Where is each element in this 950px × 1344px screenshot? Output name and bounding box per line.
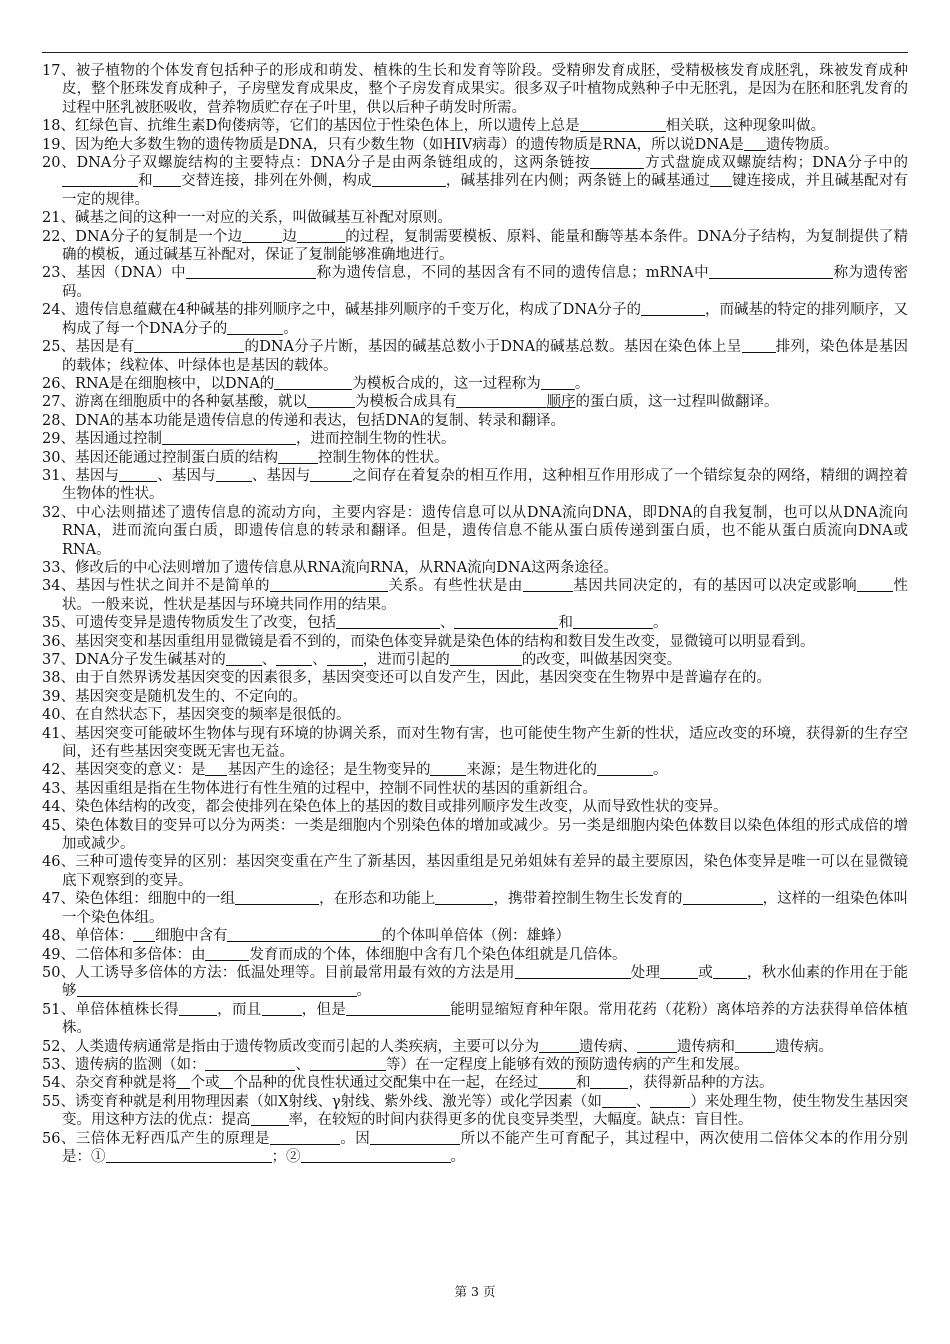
answer-blank[interactable] (597, 761, 653, 776)
question-52: 52、人类遗传病通常是指由于遗传物质改变而引起的人类疾病，主要可以分为 遗传病、 遗传病和 遗传病。 (42, 1038, 833, 1055)
answer-blank[interactable] (235, 890, 319, 905)
answer-blank[interactable] (251, 1111, 289, 1126)
answer-blank[interactable] (590, 154, 644, 169)
answer-blank[interactable] (454, 614, 558, 629)
answer-blank[interactable] (176, 1074, 190, 1089)
question-29: 29、基因通过控制 ，进而控制生物的性状。 (42, 431, 456, 448)
answer-blank[interactable] (650, 1093, 690, 1108)
answer-blank[interactable] (602, 1093, 636, 1108)
question-36: 36、基因突变和基因重组用显微镜是看不到的，而染色体变异就是染色体的结构和数目发生改变，显微镜可以明显看到。 (42, 633, 815, 650)
question-55: 55、诱变育种就是利用物理因素（如X射线、γ射线、紫外线、激光等）或化学因素（如 、 ）来处理生物，使生物发生基因突变。用这种方法的优点：提高 率，在较短的时间内获得更多的优良变异类型，大幅度。缺点：盲目性。 (42, 1093, 909, 1129)
answer-blank[interactable] (62, 172, 138, 187)
answer-blank[interactable] (641, 301, 705, 316)
answer-blank[interactable] (153, 172, 181, 187)
answer-blank[interactable] (310, 1056, 386, 1071)
question-21: 21、碱基之间的这种一一对应的关系，叫做碱基互补配对原则。 (42, 210, 452, 227)
answer-blank[interactable] (709, 264, 833, 279)
question-51: 51、单倍体植株长得 ，而且 ，但是 能明显缩短育种年限。常用花药（花粉）离体培养的方法获得单倍体植株。 (42, 1001, 909, 1037)
answer-blank[interactable] (219, 1074, 233, 1089)
answer-blank[interactable] (637, 1038, 677, 1053)
answer-blank[interactable] (370, 1130, 460, 1145)
answer-blank[interactable] (276, 651, 312, 666)
question-37: 37、DNA分子发生碱基对的 、 、 ，进而引起的 的改变，叫做基因突变。 (42, 652, 682, 668)
answer-blank[interactable] (456, 393, 546, 408)
answer-blank[interactable] (660, 964, 698, 979)
answer-blank[interactable] (242, 228, 282, 243)
answer-blank[interactable] (683, 890, 763, 905)
page-number: 第 3 页 (454, 1284, 496, 1299)
question-40: 40、在自然状态下，基因突变的频率是很低的。 (42, 707, 351, 724)
question-54: 54、杂交育种就是将 个或 个品种的优良性状通过交配集中在一起，在经过 和 ，获得新品种的方法。 (42, 1075, 774, 1092)
answer-blank[interactable] (310, 467, 352, 482)
question-20: 20、DNA分子双螺旋结构的主要特点：DNA分子是由两条链组成的，这两条链按 方式盘旋成双螺旋结构；DNA分子中的和 交替连接，排列在外侧，构成 ，碱基排列在内侧；两条链上的碱基通过 键连接成，并且碱基配对有一定的规律。 (42, 155, 909, 208)
question-48: 48、单倍体： 细胞中含有 的个体叫单倍体（例：雄蜂） (42, 928, 570, 945)
answer-blank[interactable] (336, 614, 440, 629)
answer-blank[interactable] (278, 449, 318, 464)
header-rule (42, 52, 908, 53)
answer-blank[interactable] (744, 136, 766, 151)
question-43: 43、基因重组是指在生物体进行有性生殖的过程中，控制不同性状的基因的重新组合。 (42, 780, 597, 797)
question-23: 23、基因（DNA）中 称为遗传信息，不同的基因含有不同的遗传信息；mRNA中 称为遗传密码。 (42, 265, 908, 300)
answer-blank[interactable] (133, 927, 155, 942)
question-25: 25、基因是有 的DNA分子片断，基因的碱基总数小于DNA的碱基总数。基因在染色体上呈 排列，染色体是基因的载体；线粒体、叶绿体也是基因的载体。 (42, 339, 909, 374)
question-24: 24、遗传信息蕴藏在4种碱基的排列顺序之中，碱基排列顺序的千变万化，构成了DNA分子的 ，而碱基的特定的排列顺序，又构成了每一个DNA分子的 。 (42, 302, 908, 337)
question-33: 33、修改后的中心法则增加了遗传信息从RNA流向RNA，从RNA流向DNA这两条途径。 (42, 559, 618, 576)
question-17: 17、被子植物的个体发育包括种子的形成和萌发、植株的生长和发育等阶段。受精卵发育成胚，受精极核发育成胚乳，珠被发育成种皮，整个胚珠发育成种子，子房壁发育成果皮，整个子房发育成果实。很多双子叶植物成熟种子中无胚乳，是因为在胚和胚乳发育的过程中胚乳被胚吸收，营养物质贮存在子叶里，供以后种子萌发时所需。 (42, 63, 908, 116)
answer-blank[interactable] (226, 651, 262, 666)
answer-blank[interactable] (430, 761, 466, 776)
answer-blank[interactable] (710, 172, 732, 187)
answer-blank[interactable] (205, 1056, 295, 1071)
question-50: 50、人工诱导多倍体的方法：低温处理等。目前最常用最有效的方法是用 处理 或 ，秋水仙素的作用在于能够 。 (42, 964, 909, 1000)
question-41: 41、基因突变可能破坏生物体与现有环境的协调关系，而对生物有害，也可能使生物产生新的性状，适应改变的环境，获得新的生存空间，还有些基因突变既无害也无益。 (42, 725, 908, 761)
answer-blank[interactable] (216, 467, 252, 482)
answer-blank[interactable] (262, 1001, 302, 1016)
answer-blank[interactable] (742, 338, 776, 353)
question-26: 26、RNA是在细胞核中，以DNA的 为模板合成的，这一过程称为 。 (42, 375, 590, 392)
answer-blank[interactable] (227, 927, 381, 942)
answer-blank[interactable] (541, 375, 575, 390)
answer-blank[interactable] (539, 1038, 579, 1053)
question-53: 53、遗传病的监测（如： 、 等）在一定程度上能够有效的预防遗传病的产生和发展。 (42, 1056, 749, 1073)
answer-blank[interactable] (450, 651, 522, 666)
question-49: 49、二倍体和多倍体：由 发育而成的个体，体细胞中含有几个染色体组就是几倍体。 (42, 946, 627, 963)
question-22: 22、DNA分子的复制是一个边 边 的过程，复制需要模板、原料、能量和酶等基本条件。DNA分子结构，为复制提供了精确的模板，通过碱基互补配对，保证了复制能够准确地进行。 (42, 228, 909, 264)
answer-blank[interactable] (205, 761, 227, 776)
question-56: 56、三倍体无籽西瓜产生的原理是 。因 所以不能产生可育配子，其过程中，两次使用二倍体父本的作用分别是：① ；② 。 (42, 1130, 909, 1165)
answer-blank[interactable] (274, 375, 352, 390)
answer-blank[interactable] (119, 467, 157, 482)
question-18: 18、红绿色盲、抗维生素D佝偻病等，它们的基因位于性染色体上，所以遗传上总是 相关联，这种现象叫做。 (42, 118, 826, 135)
answer-blank[interactable] (179, 1001, 217, 1016)
question-47: 47、染色体组：细胞中的一组 ，在形态和功能上 ，携带着控制生物生长发育的 ，这样的一组染色体叫一个染色体组。 (42, 891, 909, 926)
answer-blank[interactable] (270, 577, 388, 592)
answer-blank[interactable] (106, 1148, 272, 1163)
question-19: 19、因为绝大多数生物的遗传物质是DNA，只有少数生物（如HIV病毒）的遗传物质是RNA，所以说DNA是 遗传物质。 (42, 136, 839, 153)
question-30: 30、基因还能通过控制蛋白质的结构 控制生物体的性状。 (42, 449, 449, 466)
answer-blank[interactable] (186, 264, 316, 279)
question-44: 44、染色体结构的改变，都会使排列在染色体上的基因的数目或排列顺序发生改变，从而导致性状的变异。 (42, 799, 728, 816)
answer-blank[interactable] (590, 1074, 628, 1089)
answer-blank[interactable] (735, 1038, 775, 1053)
answer-blank[interactable] (523, 577, 573, 592)
question-32: 32、中心法则描述了遗传信息的流动方向，主要内容是：遗传信息可以从DNA流向DNA，即DNA的自我复制，也可以从DNA流向RNA，进而流向蛋白质，即遗传信息的转录和翻译。但是，遗传信息不能从蛋白质传递到蛋白质，也不能从蛋白质流向DNA或RNA。 (42, 504, 908, 558)
question-39: 39、基因突变是随机发生的、不定向的。 (42, 688, 307, 705)
question-45: 45、染色体数目的变异可以分为两类：一类是细胞内个别染色体的增加或减少。另一类是细胞内染色体数目以染色体组的形式成倍的增加或减少。 (42, 817, 908, 853)
answer-blank[interactable] (857, 577, 893, 592)
answer-blank[interactable] (227, 320, 283, 335)
question-list (42, 62, 908, 1166)
answer-blank[interactable] (346, 1001, 450, 1016)
question-42: 42、基因突变的意义：是 基因产生的途径；是生物变异的 来源；是生物进化的 。 (42, 762, 668, 779)
answer-blank[interactable] (307, 393, 355, 408)
answer-blank[interactable] (580, 117, 666, 132)
answer-blank[interactable] (205, 946, 249, 961)
question-35: 35、可遗传变异是遗传物质发生了改变，包括 、 和 。 (42, 615, 668, 632)
question-28: 28、DNA的基本功能是遗传信息的传递和表达，包括DNA的复制、转录和翻译。 (42, 412, 566, 429)
question-46: 46、三种可遗传变异的区别：基因突变重在产生了新基因，基因重组是兄弟姐妹有差异的最主要原因，染色体变异是唯一可以在显微镜底下观察到的变异。 (42, 854, 908, 889)
answer-blank[interactable] (327, 651, 363, 666)
answer-blank[interactable] (435, 890, 493, 905)
question-34: 34、基因与性状之间并不是简单的 关系。有些性状是由 基因共同决定的，有的基因可以决定或影响 性状。一般来说，性状是基因与环境共同作用的结果。 (42, 578, 909, 613)
question-31: 31、基因与 、基因与 、基因与 之间存在着复杂的相互作用，这种相互作用形成了一个错综复杂的网络，精细的调控着生物体的性状。 (42, 467, 909, 503)
question-38: 38、由于自然界诱发基因突变的因素很多，基因突变还可以自发产生，因此，基因突变在生物界中是普遍存在的。 (42, 670, 771, 687)
question-27: 27、游离在细胞质中的各种氨基酸，就以 为模板合成具有 顺序的蛋白质，这一过程叫做翻译。 (42, 394, 779, 411)
answer-blank[interactable] (538, 1074, 576, 1089)
answer-blank[interactable] (77, 982, 357, 997)
answer-blank[interactable] (162, 430, 296, 445)
answer-blank[interactable] (713, 964, 747, 979)
answer-blank[interactable] (515, 964, 631, 979)
answer-blank[interactable] (134, 338, 244, 353)
answer-blank[interactable] (301, 1148, 451, 1163)
answer-blank[interactable] (270, 1130, 340, 1145)
answer-blank[interactable] (573, 614, 653, 629)
answer-blank[interactable] (297, 228, 345, 243)
answer-blank[interactable] (372, 172, 446, 187)
